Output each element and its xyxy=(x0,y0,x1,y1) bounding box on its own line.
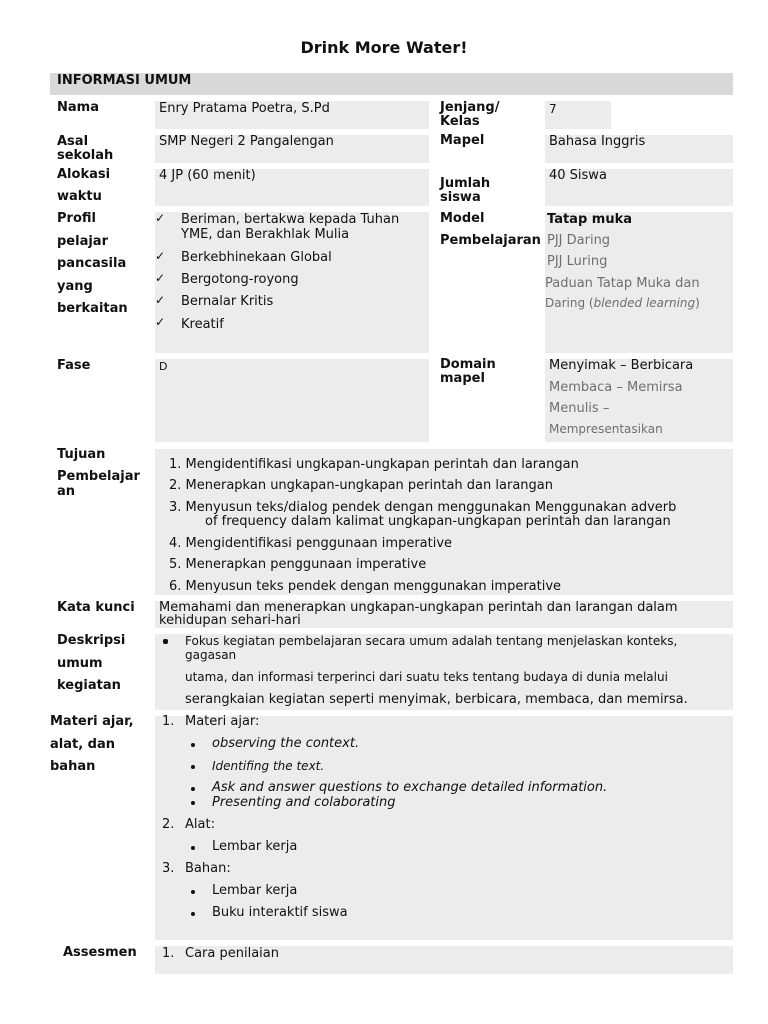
materi-label-line: alat, dan xyxy=(50,736,116,752)
list-number: 3. xyxy=(162,861,175,876)
domain-item: Membaca – Memirsa xyxy=(549,380,683,395)
profil-label-line: pelajar xyxy=(57,233,108,249)
mapel-label: Mapel xyxy=(440,133,485,148)
deskripsi-label xyxy=(57,630,125,698)
jumlah-value: 40 Siswa xyxy=(549,168,607,183)
materi-label-line: bahan xyxy=(50,759,96,774)
fase-value: D xyxy=(159,360,168,373)
check-icon: ✓ xyxy=(155,271,166,285)
check-icon: ✓ xyxy=(155,293,166,307)
asesmen-label: Assesmen xyxy=(63,945,137,960)
kata-kunci-value: Memahami dan menerapkan ungkapan-ungkapan perintah dan larangan dalam xyxy=(159,600,678,615)
model-option: PJJ Daring xyxy=(547,233,611,248)
tujuan-item: 3. Menyusun teks/dialog pendek dengan menggunakan Menggunakan adverb xyxy=(169,500,677,515)
model-option-part: ) xyxy=(695,296,700,310)
materi-subitem: Presenting and colaborating xyxy=(212,795,396,810)
alokasi-label-line: Alokasi xyxy=(57,167,111,182)
materi-heading: Materi ajar: xyxy=(185,714,260,729)
materi-heading: Bahan: xyxy=(185,861,231,876)
materi-heading: Alat: xyxy=(185,817,215,832)
domain-label-line: Domain xyxy=(440,357,496,372)
list-number: 1. xyxy=(162,714,175,729)
list-number: 2. xyxy=(162,817,175,832)
tujuan-label xyxy=(57,447,140,499)
tujuan-item: 6. Menyusun teks pendek dengan menggunakan imperative xyxy=(169,579,562,594)
jenjang-label xyxy=(440,101,499,129)
jenjang-label-line: Kelas xyxy=(440,114,480,129)
bullet-icon xyxy=(191,890,195,894)
domain-label xyxy=(440,358,496,386)
kata-kunci-value: kehidupan sehari-hari xyxy=(159,613,301,628)
tujuan-label-line: Pembelajar xyxy=(57,469,140,484)
jenjang-label-line: Jenjang/ xyxy=(440,100,500,115)
model-option-selected: Tatap muka xyxy=(547,212,633,227)
model-option-part: Daring ( xyxy=(545,296,594,310)
jumlah-label xyxy=(440,177,490,205)
bullet-icon xyxy=(191,765,195,769)
profil-label xyxy=(57,208,128,321)
jumlah-label-line: Jumlah xyxy=(440,176,491,191)
domain-label-line: mapel xyxy=(440,371,485,386)
model-label: Pembelajaran xyxy=(440,233,541,248)
asal-label-line: sekolah xyxy=(57,148,114,163)
nama-value: Enry Pratama Poetra, S.Pd xyxy=(159,101,330,116)
materi-subitem: Lembar kerja xyxy=(212,883,298,898)
jenjang-value: 7 xyxy=(549,102,557,116)
bullet-icon xyxy=(191,846,195,850)
tujuan-item: 1. Mengidentifikasi ungkapan-ungkapan perintah dan larangan xyxy=(169,457,579,472)
bullet-icon xyxy=(191,743,195,747)
model-option-italic: blended learning xyxy=(593,296,696,310)
asal-value: SMP Negeri 2 Pangalengan xyxy=(159,134,334,149)
domain-item: Mempresentasikan xyxy=(549,422,663,436)
tujuan-label-line: an xyxy=(57,484,76,499)
deskripsi-text: Fokus kegiatan pembelajaran secara umum adalah tentang menjelaskan konteks, xyxy=(185,634,678,648)
tujuan-item: 2. Menerapkan ungkapan-ungkapan perintah dan larangan xyxy=(169,478,553,493)
profil-label-line: Profil xyxy=(57,211,96,226)
check-icon: ✓ xyxy=(155,315,166,329)
profil-item: Bernalar Kritis xyxy=(181,294,274,309)
model-label: Model xyxy=(440,211,485,226)
asal-label xyxy=(57,135,113,163)
deskripsi-label-line: umum xyxy=(57,655,103,671)
domain-item: Menulis – xyxy=(549,401,610,416)
materi-subitem: Ask and answer questions to exchange detailed information. xyxy=(212,780,608,795)
page-title: Drink More Water! xyxy=(300,38,468,57)
materi-subitem: Lembar kerja xyxy=(212,839,298,854)
profil-item: Kreatif xyxy=(181,317,224,332)
materi-label xyxy=(50,711,134,779)
profil-label-line: berkaitan xyxy=(57,301,128,316)
profil-item: YME, dan Berakhlak Mulia xyxy=(181,227,350,242)
tujuan-item: 4. Mengidentifikasi penggunaan imperative xyxy=(169,536,453,551)
profil-label-line: pancasila xyxy=(57,256,127,271)
bullet-icon xyxy=(191,912,195,916)
domain-item: Menyimak – Berbicara xyxy=(549,358,694,373)
bullet-icon xyxy=(163,639,168,644)
deskripsi-text: gagasan xyxy=(185,648,237,662)
model-option xyxy=(545,296,700,311)
deskripsi-text: utama, dan informasi terperinci dari suatu teks tentang budaya di dunia melalui xyxy=(185,670,668,684)
profil-item: Beriman, bertakwa kepada Tuhan xyxy=(181,212,400,227)
kata-kunci-label: Kata kunci xyxy=(57,600,135,615)
check-icon: ✓ xyxy=(155,249,166,263)
list-number: 1. xyxy=(162,946,175,961)
bullet-icon xyxy=(191,787,195,791)
deskripsi-text: serangkaian kegiatan seperti menyimak, berbicara, membaca, dan memirsa. xyxy=(185,692,688,707)
profil-label-line: yang xyxy=(57,278,93,294)
tujuan-label-line: Tujuan xyxy=(57,447,106,462)
section-header: INFORMASI UMUM xyxy=(57,73,192,88)
asesmen-item: Cara penilaian xyxy=(185,946,279,961)
model-option: Paduan Tatap Muka dan xyxy=(545,276,700,291)
tujuan-item: 5. Menerapkan penggunaan imperative xyxy=(169,557,427,572)
fase-label: Fase xyxy=(57,358,91,373)
alokasi-value: 4 JP (60 menit) xyxy=(159,168,256,183)
jumlah-label-line: siswa xyxy=(440,190,481,205)
alokasi-label-line: waktu xyxy=(57,189,102,204)
asal-label-line: Asal xyxy=(57,134,89,149)
fase-cell xyxy=(155,359,429,442)
materi-subitem: Buku interaktif siswa xyxy=(212,905,348,920)
materi-label-line: Materi ajar, xyxy=(50,714,134,729)
bullet-icon xyxy=(191,801,195,805)
profil-item: Berkebhinekaan Global xyxy=(181,250,332,265)
nama-label: Nama xyxy=(57,100,99,115)
check-icon: ✓ xyxy=(155,211,166,225)
deskripsi-label-line: Deskripsi xyxy=(57,633,126,648)
tujuan-item-cont: of frequency dalam kalimat ungkapan-ungkapan perintah dan larangan xyxy=(205,514,671,529)
model-option: PJJ Luring xyxy=(547,254,608,269)
alokasi-label xyxy=(57,164,110,208)
profil-item: Bergotong-royong xyxy=(181,272,299,287)
mapel-value: Bahasa Inggris xyxy=(549,134,646,149)
materi-subitem: Identifing the text. xyxy=(212,759,325,773)
deskripsi-label-line: kegiatan xyxy=(57,678,121,693)
materi-subitem: observing the context. xyxy=(212,736,360,751)
